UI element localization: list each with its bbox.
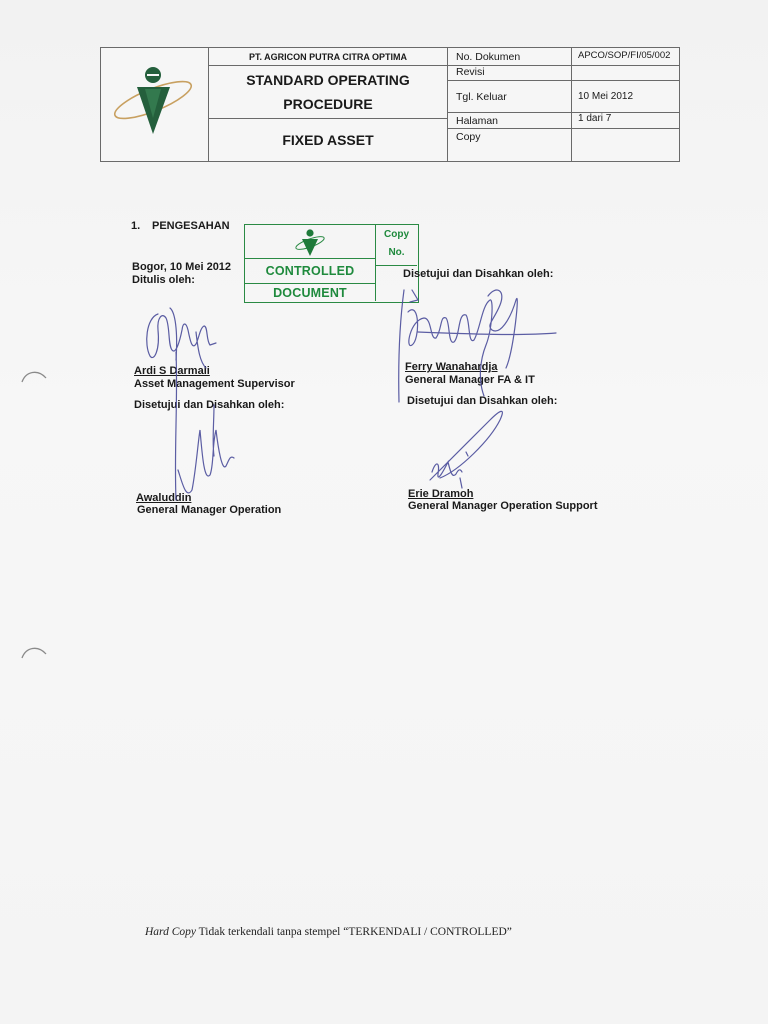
signatory-caption-4: Disetujui dan Disahkan oleh: <box>407 395 558 407</box>
signatory-caption-2: Disetujui dan Disahkan oleh: <box>403 268 554 280</box>
meta-value-doc-number: APCO/SOP/FI/05/002 <box>572 48 679 66</box>
place-date: Bogor, 10 Mei 2012 <box>132 261 232 273</box>
stamp-divider <box>376 265 417 266</box>
meta-label-doc-number: No. Dokumen <box>448 48 572 66</box>
signatory-position-3: General Manager Operation <box>137 504 282 516</box>
company-logo <box>101 48 209 161</box>
signatory-caption-3: Disetujui dan Disahkan oleh: <box>134 399 285 411</box>
meta-label-page: Halaman <box>448 113 572 129</box>
signatory-position-2: General Manager FA & IT <box>405 374 535 386</box>
meta-value-copy <box>572 129 679 161</box>
signatory-name-4: Erie Dramoh <box>408 488 474 500</box>
signature-ardi <box>147 308 216 368</box>
hole-punch-bottom <box>22 648 46 658</box>
company-logo-icon <box>101 48 208 161</box>
stamp-logo <box>245 225 376 259</box>
written-by-label: Ditulis oleh: <box>132 274 195 286</box>
signatory-name-2: Ferry Wanahardja <box>405 361 498 373</box>
signatory-name-1: Ardi S Darmali <box>134 365 210 377</box>
footer-hard-copy: Hard Copy <box>145 926 197 938</box>
document-type-line2: PROCEDURE <box>283 96 373 112</box>
hole-punch-top <box>22 372 46 382</box>
section-number: 1. <box>131 220 141 232</box>
meta-value-issue-date: 10 Mei 2012 <box>572 81 679 113</box>
meta-value-page: 1 dari 7 <box>572 113 679 129</box>
stamp-copy-label: Copy <box>384 229 409 240</box>
document-type <box>209 66 448 119</box>
meta-label-issue-date: Tgl. Keluar <box>448 81 572 113</box>
document-type-line1: STANDARD OPERATING <box>246 72 410 88</box>
footer-note <box>145 926 512 938</box>
section-title: PENGESAHAN <box>152 220 230 232</box>
company-name: PT. AGRICON PUTRA CITRA OPTIMA <box>209 48 448 66</box>
stamp-logo-icon <box>290 227 330 257</box>
signature-erie <box>430 411 502 488</box>
footer-text: Tidak terkendali tanpa stempel “TERKENDALI / CONTROLLED” <box>196 926 512 938</box>
stamp-line2: DOCUMENT <box>245 284 376 301</box>
controlled-document-stamp <box>244 224 419 303</box>
stamp-no-label: No. <box>388 247 405 258</box>
meta-label-copy: Copy <box>448 129 572 161</box>
stamp-line1: CONTROLLED <box>245 259 376 284</box>
hole-punch-marks <box>22 372 46 658</box>
document-title: FIXED ASSET <box>209 119 448 161</box>
meta-label-revision: Revisi <box>448 66 572 81</box>
signatory-name-3: Awaluddin <box>136 492 192 504</box>
signatory-position-4: General Manager Operation Support <box>408 500 598 512</box>
signatory-position-1: Asset Management Supervisor <box>134 378 295 390</box>
meta-value-revision <box>572 66 679 81</box>
document-header-table <box>100 47 680 162</box>
